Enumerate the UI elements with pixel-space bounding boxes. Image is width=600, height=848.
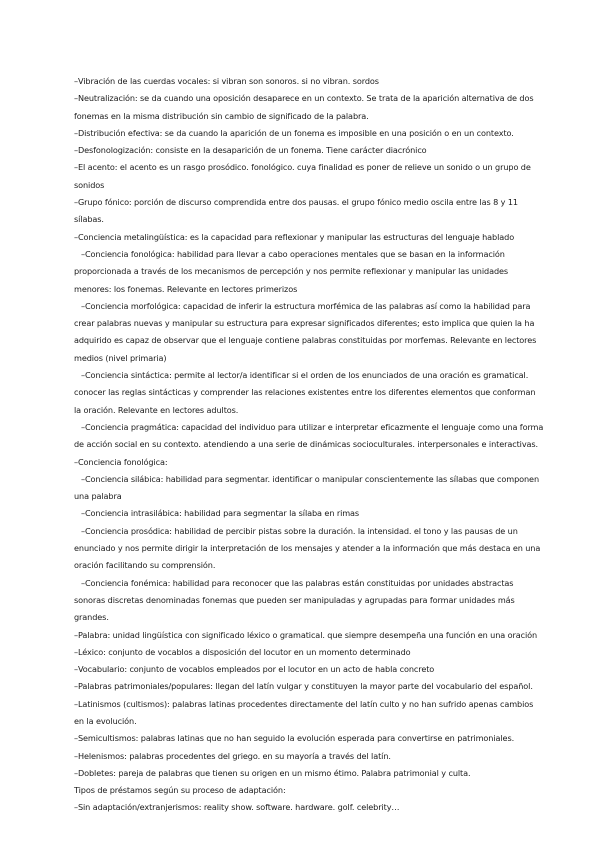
para-lexico: –Léxico: conjunto de vocablos a disposición del locutor en un momento determinado xyxy=(74,646,411,657)
para-helenismos: –Helenismos: palabras procedentes del griego. en su mayoría a través del latín. xyxy=(74,750,391,761)
para-desfonologizacion: –Desfonologización: consiste en la desaparición de un fonema. Tiene carácter diacrónico xyxy=(74,145,427,156)
para-tipos-prestamos: Tipos de préstamos según su proceso de adaptación: xyxy=(74,785,286,796)
para-conciencia-intrasilabica: –Conciencia intrasilábica: habilidad para segmentar la sílaba en rimas xyxy=(81,508,360,519)
para-vocabulario: –Vocabulario: conjunto de vocablos empleados por el locutor en un acto de habla concreto xyxy=(74,664,435,675)
para-conciencia-metalinguistica: –Conciencia metalingüística: es la capacidad para reflexionar y manipular las estructuras del lenguaje hablado xyxy=(74,231,515,242)
para-conciencia-fonemica: –Conciencia fonémica: habilidad para reconocer que las palabras están constituidas por unidades abstractas sonoras discretas denominadas fonemas que pueden ser manipuladas y agrupadas para formar unidades más grandes. xyxy=(74,577,515,623)
para-conciencia-sintactica: –Conciencia sintáctica: permite al lector/a identificar si el orden de los enunciados de una oración es gramatical. conocer las reglas sintácticas y comprender las relaciones existentes entre los diferentes elementos que conforman la oración. Relevante en lectores adultos. xyxy=(74,370,536,415)
para-palabras-patrimoniales: –Palabras patrimoniales/populares: llegan del latín vulgar y constituyen la mayor parte del vocabulario del español. xyxy=(74,681,533,692)
para-conciencia-pragmatica: –Conciencia pragmática: capacidad del individuo para utilizar e interpretar eficazmente el lenguaje como una forma de acción social en su contexto. atendiendo a una serie de dinámicas socioculturales. interpersonales e interactivas. xyxy=(74,421,544,450)
para-palabra: –Palabra: unidad lingüística con significado léxico o gramatical. que siempre desempeña una función en una oración xyxy=(74,629,538,640)
para-neutralizacion: –Neutralización: se da cuando una oposición desaparece en un contexto. Se trata de la aparición alternativa de dos fonemas en la misma distribución sin cambio de significado de la palabra. xyxy=(74,93,534,121)
para-sin-adaptacion: –Sin adaptación/extranjerismos: reality show. software. hardware. golf. celebrity… xyxy=(74,802,400,813)
para-grupo-fonico: –Grupo fónico: porción de discurso comprendida entre dos pausas. el grupo fónico medio oscila entre las 8 y 11 sílabas. xyxy=(74,197,518,225)
para-conciencia-prosodica: –Conciencia prosódica: habilidad de percibir pistas sobre la duración. la intensidad. el tono y las pausas de un enunciado y nos permite dirigir la interpretación de los mensajes y atender a la información que más destaca en una oración facilitando su comprensión. xyxy=(74,525,541,571)
document-page xyxy=(74,73,544,817)
para-distribucion-efectiva: –Distribución efectiva: se da cuando la aparición de un fonema es imposible en una posición o en un contexto. xyxy=(74,127,514,138)
para-conciencia-fonologica-heading: –Conciencia fonológica: xyxy=(74,456,168,467)
para-conciencia-silabica: –Conciencia silábica: habilidad para segmentar. identificar o manipular conscientemente las sílabas que componen una palabra xyxy=(74,473,539,502)
para-dobletes: –Dobletes: pareja de palabras que tienen su origen en un mismo étimo. Palabra patrimonial y culta. xyxy=(74,767,471,778)
para-latinismos: –Latinismos (cultismos): palabras latinas procedentes directamente del latín culto y no han sufrido apenas cambios en la evolución. xyxy=(74,698,534,726)
para-conciencia-fonologica-def: –Conciencia fonológica: habilidad para llevar a cabo operaciones mentales que se basan en la información proporcionada a través de los mecanismos de percepción y nos permite reflexionar y manipular las unidades menores: los fonemas. Relevante en lectores primerizos xyxy=(74,248,509,294)
para-vibracion: –Vibración de las cuerdas vocales: si vibran son sonoros. si no vibran. sordos xyxy=(74,76,379,86)
para-conciencia-morfologica: –Conciencia morfológica: capacidad de inferir la estructura morfémica de las palabras así como la habilidad para crear palabras nuevas y manipular su estructura para expresar significados diferentes; esto implica que quien la ha adquirido es capaz de observar que el lenguaje contiene palabras constituidas por morfemas. Relevante en lectores medios (nivel primaria) xyxy=(74,300,537,363)
para-semicultismos: –Semicultismos: palabras latinas que no han seguido la evolución esperada para convertirse en patrimoniales. xyxy=(74,733,515,744)
para-acento: –El acento: el acento es un rasgo prosódico. fonológico. cuya finalidad es poner de relieve un sonido o un grupo de sonidos xyxy=(74,162,531,190)
